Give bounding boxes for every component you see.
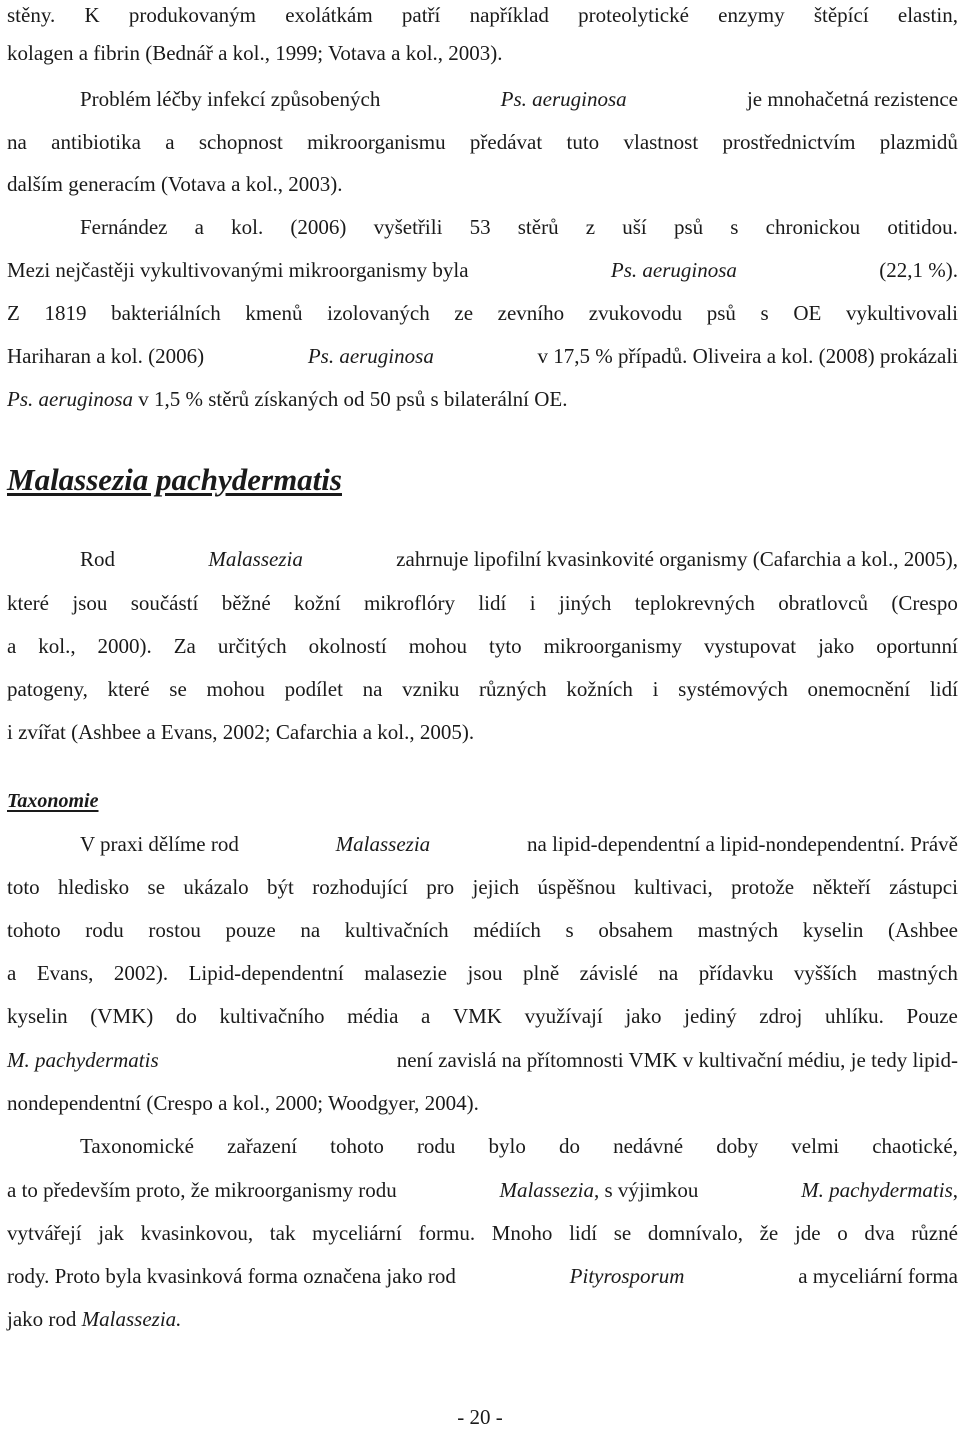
word: velmi: [791, 1134, 840, 1158]
word: které: [7, 591, 49, 615]
word: které: [107, 677, 150, 701]
word: i: [652, 677, 659, 701]
word: jak: [98, 1221, 124, 1245]
word: určitých: [217, 634, 287, 658]
word: (Ashbee: [888, 918, 958, 942]
word: OE: [793, 301, 822, 325]
text-line: [7, 1088, 958, 1118]
word: například: [469, 3, 549, 27]
word: tuto: [566, 130, 600, 154]
word: různých: [479, 677, 547, 701]
word: rozhodující: [312, 875, 408, 899]
text-span: Rod: [80, 547, 116, 571]
word: (Crespo: [891, 591, 958, 615]
word: chronickou: [765, 215, 861, 239]
word: formu.: [418, 1221, 476, 1245]
word: nedávné: [613, 1134, 684, 1158]
word: mikroorganismy: [543, 634, 683, 658]
word: 53: [469, 215, 491, 239]
text-line: [7, 0, 958, 30]
word: se: [613, 1221, 632, 1245]
text-span: V praxi dělíme rod: [80, 832, 239, 856]
species-name: M. pachydermatis: [801, 1178, 953, 1202]
word: patogeny,: [7, 677, 88, 701]
word: Taxonomické: [80, 1134, 194, 1158]
word: uší: [622, 215, 647, 239]
word: kol.,: [38, 634, 76, 658]
word: onemocnění: [807, 677, 911, 701]
word: o: [837, 1221, 848, 1245]
text-span: v 17,5 % případů. Oliveira a kol. (2008) prokázali: [537, 344, 958, 368]
word: zařazení: [227, 1134, 298, 1158]
word: lidí: [478, 591, 507, 615]
word: médiích: [473, 918, 541, 942]
word: vyšších: [793, 961, 857, 985]
word: exolátkám: [285, 3, 373, 27]
word: schopnost: [198, 130, 283, 154]
word: využívají: [524, 1004, 603, 1028]
species-name: Ps. aeruginosa: [500, 87, 627, 111]
page-number: - 20 -: [457, 1405, 503, 1429]
word: a: [194, 215, 204, 239]
word: s: [760, 301, 769, 325]
word: antibiotika: [51, 130, 141, 154]
word: ukázalo: [183, 875, 249, 899]
text-line: [7, 588, 958, 618]
text-line: [7, 255, 958, 285]
text-span: i zvířat (Ashbee a Evans, 2002; Cafarchia a kol., 2005).: [7, 720, 475, 744]
word: se: [147, 875, 166, 899]
word: bylo: [488, 1134, 526, 1158]
word: (2006): [290, 215, 347, 239]
word: Evans,: [36, 961, 94, 985]
word: na: [7, 130, 27, 154]
text-line: [7, 298, 958, 328]
word: jejich: [472, 875, 520, 899]
word: Z: [7, 301, 20, 325]
word: kultivaci,: [634, 875, 713, 899]
genus-name: Malassezia: [499, 1178, 594, 1202]
word: závislé: [579, 961, 638, 985]
text-span: kolagen a fibrin (Bednář a kol., 1999; Votava a kol., 2003).: [7, 41, 503, 65]
text-line: [7, 38, 958, 68]
word: kultivačních: [344, 918, 449, 942]
text-span: jako rod: [7, 1307, 77, 1331]
word: vykultivovali: [845, 301, 958, 325]
word: vystupovat: [703, 634, 797, 658]
word: rostou: [148, 918, 201, 942]
word: chaotické,: [872, 1134, 958, 1158]
word: domnívalo,: [647, 1221, 743, 1245]
text-line: [80, 212, 958, 242]
text-span: ,: [952, 1178, 958, 1202]
word: mohou: [408, 634, 468, 658]
word: kyselin: [7, 1004, 68, 1028]
word: a: [165, 130, 175, 154]
word: vytvářejí: [7, 1221, 82, 1245]
text-line: [7, 1001, 958, 1031]
word: izolovaných: [327, 301, 430, 325]
word: zvukovodu: [588, 301, 683, 325]
text-span: je mnohačetná rezistence: [746, 87, 958, 111]
word: mohou: [206, 677, 265, 701]
word: jako: [818, 634, 855, 658]
word: lidí: [569, 1221, 598, 1245]
word: kožních: [566, 677, 633, 701]
word: být: [267, 875, 294, 899]
word: štěpící: [813, 3, 869, 27]
text-line: [7, 1175, 958, 1205]
word: myceliární: [312, 1221, 402, 1245]
text-line: [7, 958, 958, 988]
word: produkovaným: [128, 3, 256, 27]
word: tyto: [488, 634, 522, 658]
word: otitidou.: [887, 215, 958, 239]
word: Za: [173, 634, 196, 658]
word: kožní: [294, 591, 341, 615]
text-span: [801, 1175, 958, 1205]
word: enzymy: [718, 3, 785, 27]
word: VMK: [452, 1004, 502, 1028]
word: hledisko: [58, 875, 130, 899]
word: se: [169, 677, 187, 701]
text-line: [80, 829, 958, 859]
text-span: rody. Proto byla kvasinková forma označena jako rod: [7, 1264, 456, 1288]
word: pro: [426, 875, 455, 899]
text-span: Mezi nejčastěji vykultivovanými mikroorganismy byla: [7, 258, 469, 282]
word: a: [421, 1004, 431, 1028]
text-line: [80, 1131, 958, 1161]
text-line: [7, 384, 958, 414]
text-line: [7, 169, 958, 199]
word: 1819: [44, 301, 87, 325]
word: plazmidů: [879, 130, 958, 154]
word: na: [300, 918, 321, 942]
word: 2002).: [113, 961, 169, 985]
word: (VMK): [90, 1004, 154, 1028]
word: ze: [454, 301, 474, 325]
text-span: na lipid-dependentní a lipid-nondependentní. Právě: [527, 832, 958, 856]
word: jsou: [467, 961, 503, 985]
word: tohoto: [330, 1134, 384, 1158]
text-line: [7, 1261, 958, 1291]
text-line: [80, 544, 958, 574]
word: kultivačního: [219, 1004, 325, 1028]
word: z: [585, 215, 596, 239]
word: rodu: [85, 918, 124, 942]
word: mastných: [877, 961, 958, 985]
word: na: [658, 961, 679, 985]
word: zástupci: [889, 875, 958, 899]
word: obratlovců: [778, 591, 868, 615]
word: na: [362, 677, 383, 701]
word: běžné: [221, 591, 271, 615]
word: mastných: [697, 918, 779, 942]
word: rodu: [416, 1134, 456, 1158]
text-line: [7, 1045, 958, 1075]
word: pouze: [225, 918, 276, 942]
word: teplokrevných: [634, 591, 755, 615]
word: různé: [911, 1221, 958, 1245]
word: toto: [7, 875, 40, 899]
word: elastin,: [897, 3, 958, 27]
word: že: [759, 1221, 779, 1245]
word: stěny.: [7, 3, 56, 27]
word: lidí: [929, 677, 958, 701]
word: tak: [269, 1221, 296, 1245]
word: vyšetřili: [373, 215, 443, 239]
word: kyselin: [802, 918, 864, 942]
word: tohoto: [7, 918, 61, 942]
text-span: a to především proto, že mikroorganismy rodu: [7, 1178, 397, 1202]
text-line: [80, 84, 958, 114]
word: obsahem: [598, 918, 673, 942]
word: proteolytické: [578, 3, 689, 27]
word: uhlíku.: [824, 1004, 884, 1028]
word: prostřednictvím: [722, 130, 856, 154]
genus-name: Pityrosporum: [569, 1264, 685, 1288]
word: vlastnost: [623, 130, 699, 154]
word: do: [559, 1134, 580, 1158]
text-line: [7, 1218, 958, 1248]
genus-name: Malassezia: [335, 832, 431, 856]
word: a: [7, 634, 17, 658]
word: kvasinkovou,: [140, 1221, 254, 1245]
word: K: [84, 3, 100, 27]
word: s: [730, 215, 739, 239]
word: mikroflóry: [364, 591, 455, 615]
word: jiných: [558, 591, 612, 615]
word: plně: [522, 961, 560, 985]
word: dva: [864, 1221, 895, 1245]
word: a: [7, 961, 17, 985]
word: jsou: [72, 591, 108, 615]
word: kmenů: [245, 301, 303, 325]
text-line: [7, 1304, 958, 1334]
section-heading: Malassezia pachydermatis: [7, 462, 342, 497]
genus-name: Malassezia: [208, 547, 303, 571]
word: i: [529, 591, 536, 615]
word: mikroorganismu: [307, 130, 446, 154]
word: Pouze: [906, 1004, 958, 1028]
text-span: (22,1 %).: [879, 258, 958, 282]
word: psů: [673, 215, 704, 239]
text-span: zahrnuje lipofilní kvasinkovité organismy (Cafarchia a kol., 2005),: [396, 547, 958, 571]
word: jediný: [684, 1004, 737, 1028]
text-span: Hariharan a kol. (2006): [7, 344, 205, 368]
word: stěrů: [517, 215, 559, 239]
word: malasezie: [364, 961, 447, 985]
word: okolností: [308, 634, 387, 658]
word: součástí: [130, 591, 199, 615]
genus-name: Malassezia.: [81, 1307, 182, 1331]
text-span: Problém léčby infekcí způsobených: [80, 87, 381, 111]
word: do: [175, 1004, 197, 1028]
word: někteří: [812, 875, 871, 899]
text-span: není zavislá na přítomnosti VMK v kultivační médiu, je tedy lipid-: [396, 1048, 958, 1072]
word: 2000).: [97, 634, 152, 658]
text-span: v 1,5 % stěrů získaných od 50 psů s bilaterální OE.: [138, 387, 568, 411]
text-span: [499, 1175, 698, 1205]
word: jde: [794, 1221, 821, 1245]
species-name: Ps. aeruginosa: [307, 344, 434, 368]
subsection-heading: Taxonomie: [7, 790, 99, 812]
word: psů: [706, 301, 736, 325]
word: předávat: [469, 130, 543, 154]
text-line: [7, 341, 958, 371]
word: vzniku: [402, 677, 460, 701]
word: Mnoho: [491, 1221, 553, 1245]
word: kol.: [231, 215, 264, 239]
species-name: Ps. aeruginosa: [610, 258, 737, 282]
word: s: [565, 918, 574, 942]
word: systémových: [678, 677, 788, 701]
word: doby: [716, 1134, 759, 1158]
word: podílet: [284, 677, 343, 701]
text-span: nondependentní (Crespo a kol., 2000; Woodgyer, 2004).: [7, 1091, 479, 1115]
word: Fernández: [80, 215, 168, 239]
text-line: [7, 127, 958, 157]
word: Lipid-dependentní: [188, 961, 344, 985]
word: úspěšnou: [537, 875, 616, 899]
word: média: [347, 1004, 399, 1028]
text-line: [7, 872, 958, 902]
text-span: dalším generacím (Votava a kol., 2003).: [7, 172, 343, 196]
text-line: [7, 717, 958, 747]
word: jako: [625, 1004, 662, 1028]
word: protože: [731, 875, 795, 899]
word: zdroj: [759, 1004, 803, 1028]
species-name: M. pachydermatis: [7, 1048, 159, 1072]
text-span: , s výjimkou: [593, 1178, 699, 1202]
word: přídavku: [698, 961, 774, 985]
word: oportunní: [876, 634, 958, 658]
word: zevního: [497, 301, 565, 325]
word: patří: [401, 3, 441, 27]
text-line: [7, 915, 958, 945]
text-line: [7, 631, 958, 661]
species-name: Ps. aeruginosa: [7, 387, 133, 411]
word: bakteriálních: [111, 301, 221, 325]
text-span: a myceliární forma: [798, 1264, 958, 1288]
text-line: [7, 674, 958, 704]
